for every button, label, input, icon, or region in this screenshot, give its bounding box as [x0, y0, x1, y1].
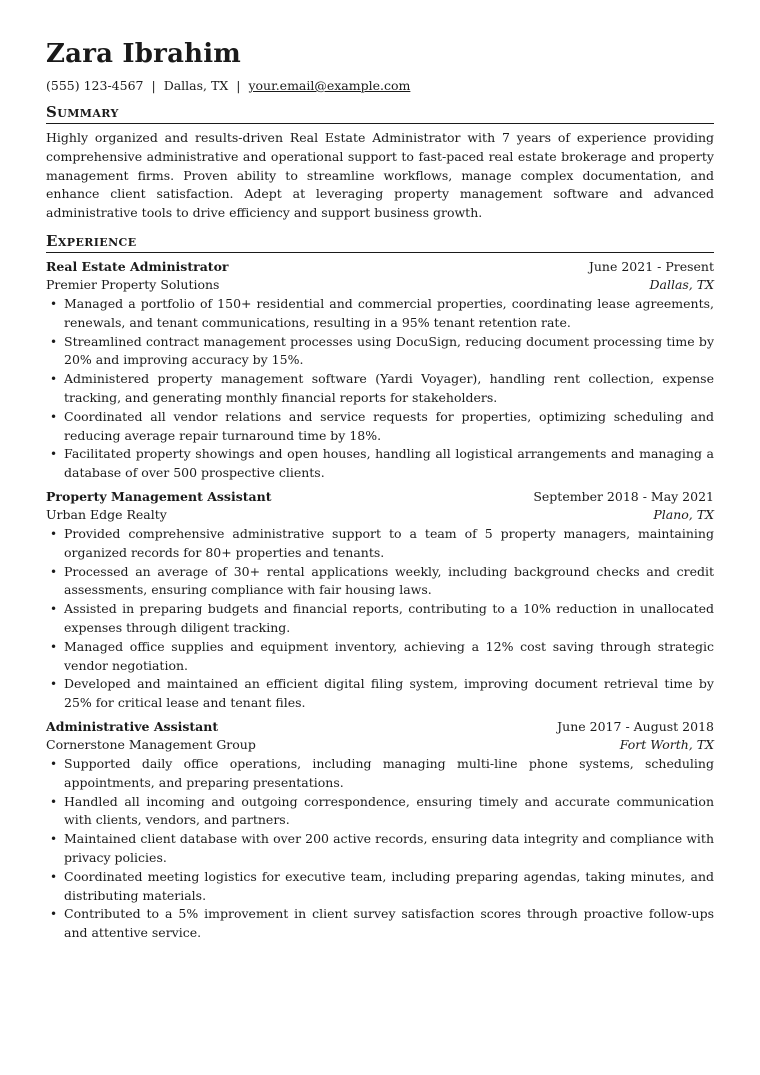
bullet-item: • Supported daily office operations, including managing multi-line phone systems, scheduling appointments, and preparing presentations. [46, 755, 714, 793]
contact-separator: | [236, 78, 241, 93]
job-entry [46, 718, 714, 943]
job-title: Property Management Assistant [46, 488, 272, 504]
bullet-item: • Contributed to a 5% improvement in client survey satisfaction scores through proactive follow-ups and attentive service. [46, 905, 714, 943]
bullet-item: • Coordinated meeting logistics for executive team, including preparing agendas, taking minutes, and distributing materials. [46, 868, 714, 906]
job-bullets [46, 525, 714, 713]
job-entry [46, 488, 714, 713]
location: Dallas, TX [163, 78, 229, 93]
experience-heading: Experience [46, 232, 714, 253]
job-bullets [46, 755, 714, 943]
bullet-item: • Administered property management software (Yardi Voyager), handling rent collection, expense tracking, and generating monthly financial reports for stakeholders. [46, 370, 714, 408]
summary-text: Highly organized and results-driven Real Estate Administrator with 7 years of experience providing comprehensive administrative and operational support to fast-paced real estate brokerage and property management firms. Proven ability to streamline workflows, manage complex documentation, and enhance client satisfaction. Adept at leveraging property management software and advanced administrative tools to drive efficiency and support business growth. [46, 130, 714, 221]
bullet-item: • Managed office supplies and equipment inventory, achieving a 12% cost saving through strategic vendor negotiation. [46, 638, 714, 676]
company-name: Premier Property Solutions [46, 277, 220, 293]
contact-line [46, 78, 714, 94]
bullet-item: • Facilitated property showings and open houses, handling all logistical arrangements and managing a database of over 500 prospective clients. [46, 445, 714, 483]
summary-heading: Summary [46, 103, 714, 124]
company-name: Cornerstone Management Group [46, 737, 256, 753]
job-title: Real Estate Administrator [46, 258, 229, 274]
job-dates: June 2017 - August 2018 [557, 718, 714, 734]
bullet-item: • Coordinated all vendor relations and service requests for properties, optimizing scheduling and reducing average repair turnaround time by 18%. [46, 408, 714, 446]
email-link[interactable]: your.email@example.com [248, 78, 411, 93]
phone-number: (555) 123-4567 [46, 78, 144, 93]
job-title: Administrative Assistant [46, 718, 219, 734]
job-dates: September 2018 - May 2021 [533, 488, 714, 504]
job-bullets [46, 295, 714, 483]
candidate-name: Zara Ibrahim [46, 39, 242, 69]
bullet-item: • Provided comprehensive administrative support to a team of 5 property managers, maintaining organized records for 80+ properties and tenants. [46, 525, 714, 563]
job-location: Dallas, TX [649, 277, 714, 293]
company-name: Urban Edge Realty [46, 507, 167, 523]
job-entry [46, 258, 714, 483]
bullet-item: • Managed a portfolio of 150+ residential and commercial properties, coordinating lease agreements, renewals, and tenant communications, resulting in a 95% tenant retention rate. [46, 295, 714, 333]
bullet-item: • Handled all incoming and outgoing correspondence, ensuring timely and accurate communication with clients, vendors, and partners. [46, 793, 714, 831]
contact-separator: | [151, 78, 156, 93]
bullet-item: • Assisted in preparing budgets and financial reports, contributing to a 10% reduction in unallocated expenses through diligent tracking. [46, 600, 714, 638]
bullet-item: • Processed an average of 30+ rental applications weekly, including background checks and credit assessments, ensuring compliance with fair housing laws. [46, 563, 714, 601]
bullet-item: • Streamlined contract management processes using DocuSign, reducing document processing time by 20% and improving accuracy by 15%. [46, 333, 714, 371]
job-location: Fort Worth, TX [619, 737, 714, 753]
bullet-item: • Maintained client database with over 200 active records, ensuring data integrity and compliance with privacy policies. [46, 830, 714, 868]
bullet-item: • Developed and maintained an efficient digital filing system, improving document retrieval time by 25% for critical lease and tenant files. [46, 675, 714, 713]
job-dates: June 2021 - Present [588, 258, 714, 274]
job-location: Plano, TX [653, 507, 714, 523]
